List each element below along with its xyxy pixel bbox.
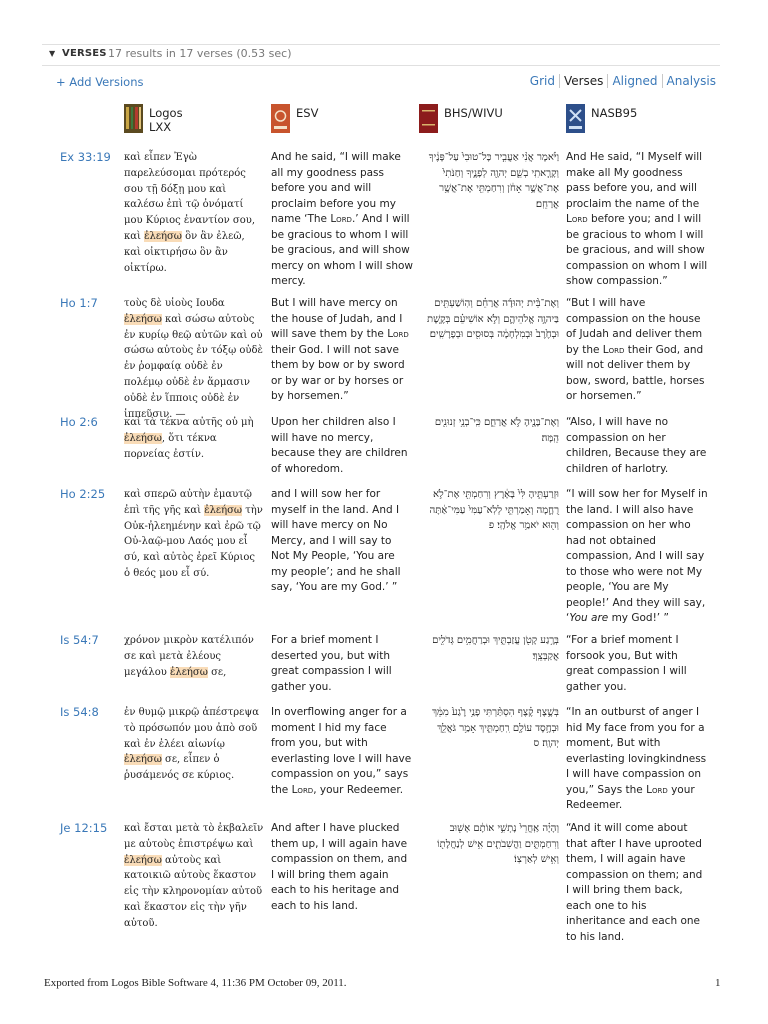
nasb-verse-cell — [566, 487, 708, 627]
nasb-verse-cell — [566, 705, 708, 814]
highlighted-search-term: ἐλεήσω — [204, 504, 243, 516]
divine-name: Lord — [602, 343, 625, 356]
verse-text-segment: ὃν ἂν ἐλεῶ, καὶ οἰκτιρήσω ὃν ἂν οἰκτίρω. — [124, 230, 245, 274]
bhs-verse-cell: וְאֶת־בָּנֶ֖יהָ לֹ֣א אֲרַחֵ֑ם כִּֽי־בְנֵ֥י זְנוּנִ֖ים הֵֽמָּה׃ — [434, 417, 559, 444]
view-tabs — [526, 74, 720, 88]
lxx-verse-cell — [124, 633, 264, 680]
lxx-verse-cell — [124, 821, 264, 932]
bhs-verse-cell: וְהָיָ֗ה אַֽחֲרֵי֙ נָתְשִׁ֣י אוֹתָ֔ם אָשׁ֖וּב וְרִחַמְתִּ֑ים וַהֲשִׁבֹתִ֛ים אִ֥ישׁ לְנַחֲלָת֖וֹ וְאִ֥ישׁ לְאַרְצֽוֹ׃ — [437, 823, 559, 866]
esv-verse-cell — [271, 633, 413, 695]
italic-text: You are — [569, 612, 609, 624]
results-summary: 17 results in 17 verses (0.53 sec) — [108, 47, 292, 60]
lxx-verse-cell — [124, 150, 264, 276]
verse-reference-link[interactable]: Ex 33:19 — [60, 150, 111, 164]
verse-text-segment: But I will have mercy on the house of Judah, and I will save them by the — [271, 297, 403, 340]
bhs-verse-cell: וְאֶת־בֵּ֨ית יְהוּדָ֜ה אֲרַחֵ֗ם וְהֽוֹשַׁעְתִּ֖ים בַּיהוָ֣ה אֱלֹהֵיהֶ֑ם וְלֹ֣א אוֹשִׁיעֵ֗ם בְּקֶ֤שֶׁת וּבְחֶ֙רֶב֙ וּבְמִלְחָמָ֔ה בְּסוּסִ֖ים וּבְפָרָשִֽׁים׃ — [426, 298, 559, 341]
book-cover-icon — [419, 104, 438, 133]
highlighted-search-term: ἐλεήσω — [124, 854, 162, 866]
collapse-triangle-icon[interactable]: ▼ — [49, 49, 56, 58]
tab-verses[interactable]: Verses — [563, 74, 604, 88]
esv-verse-cell — [271, 487, 413, 596]
verse-reference-link[interactable]: Je 12:15 — [60, 821, 108, 835]
verse-text-segment: .’ And I will be gracious to whom I will be gracious, and will show mercy on whom I will show mercy. — [271, 213, 413, 287]
verse-text-segment: And he said, “I will make all my goodness pass before you and will proclaim before you my name ‘The — [271, 151, 401, 225]
nasb-verse-cell — [566, 415, 708, 477]
esv-verse-cell — [271, 821, 413, 914]
verse-text-segment: σε, — [207, 666, 227, 678]
nasb-verse-cell — [566, 296, 708, 405]
highlighted-search-term: ἐλεήσω — [170, 666, 208, 678]
verse-text-segment: For a brief moment I deserted you, but with great compassion I will gather you. — [271, 634, 392, 693]
divine-name: Lord — [387, 328, 409, 340]
bhs-verse-cell: וַיֹּ֗אמֶר אֲנִ֨י אַעֲבִ֤יר כָּל־טוּבִי֙ עַל־פָּנֶ֔יךָ וְקָרָ֧אתִֽי בְשֵׁ֛ם יְהוָ֖ה לְפָנֶ֑יךָ וְחַנֹּתִי֙ אֶת־אֲשֶׁ֣ר אָחֹ֔ן וְרִחַמְתִּ֖י אֶת־אֲשֶׁ֥ר אֲרַחֵֽם׃ — [428, 152, 559, 210]
verse-text-segment: , ὅτι τέκνα πορνείας ἐστίν. — [124, 432, 217, 460]
esv-verse-cell — [271, 705, 413, 798]
book-cover-icon — [124, 104, 143, 133]
divine-name: Lord — [291, 783, 314, 796]
verse-text-segment: σε, εἶπεν ὁ ῥυσάμενός σε κύριος. — [124, 754, 235, 782]
verse-text-segment: καὶ ἔσται μετὰ τὸ ἐκβαλεῖν με αὐτοὺς ἐπιστρέψω καὶ — [124, 823, 264, 850]
divine-name: Lord — [646, 783, 668, 796]
highlighted-search-term: ἐλεήσω — [124, 432, 162, 444]
verse-text-segment: In overflowing anger for a moment I hid my face from you, but with everlasting love I will have compassion on you,” says the — [271, 706, 412, 796]
verse-text-segment: καὶ σώσω αὐτοὺς ἐν κυρίῳ θεῷ αὐτῶν καὶ οὐ σώσω αὐτοὺς ἐν τόξῳ οὐδὲ ἐν ῥομφαίᾳ οὐδὲ ἐν πολέμῳ οὐδὲ ἐν ἅρμασιν οὐδὲ ἐν ἵπποις οὐδὲ ἐν ἱππεῦσιν. — — [124, 313, 263, 420]
verse-text-segment: “For a brief moment I forsook you, But with great compassion I will gather you. — [566, 634, 687, 693]
verse-text-segment: your Redeemer. — [566, 783, 695, 811]
highlighted-search-term: ἐλεήσω — [124, 313, 162, 325]
book-cover-icon — [566, 104, 585, 133]
column-label: Logos LXX — [149, 106, 183, 134]
verse-text-segment: καὶ εἶπεν Ἐγὼ παρελεύσομαι πρότερός σου τῇ δόξῃ μου καὶ καλέσω ἐπὶ τῷ ὀνόματί μου Κύριος ἐναντίον σου, καὶ — [124, 152, 256, 242]
divine-name: Lord — [330, 213, 352, 225]
verse-reference-link[interactable]: Ho 2:25 — [60, 487, 106, 501]
verse-text-segment: “Also, I will have no compassion on her children, Because they are children of harlotry. — [566, 416, 707, 475]
esv-verse-cell — [271, 415, 413, 477]
page-number: 1 — [715, 977, 721, 989]
verse-text-segment: and I will sow her for myself in the land. And I will have mercy on No Mercy, and I will say to Not My People, ‘You are my people’; and he shall say, ‘You are my God.’ ” — [271, 488, 401, 593]
verse-text-segment: καὶ σπερῶ αὐτὴν ἐμαυτῷ ἐπὶ τῆς γῆς καὶ — [124, 489, 252, 516]
tab-aligned[interactable]: Aligned — [612, 74, 658, 88]
verse-text-segment: their God, and will not deliver them by bow, sword, battle, horses or horsemen.” — [566, 343, 705, 402]
bhs-verse-cell: בְּשֶׁ֣צֶף קֶ֗צֶף הִסְתַּ֨רְתִּי פָנַ֥י רֶ֙גַע֙ מִמֵּ֔ךְ וּבְחֶ֥סֶד עוֹלָ֖ם רִֽחַמְתִּ֑יךְ אָמַ֥ר גֹּאֲלֵ֖ךְ יְהוָֽה׃ ס — [432, 707, 559, 750]
lxx-verse-cell — [124, 415, 264, 462]
verse-text-segment: “In an outburst of anger I hid My face from you for a moment, But with everlasting lovingkindness I will have compassion on you,” Says the — [566, 706, 707, 796]
add-versions-link[interactable]: + Add Versions — [56, 75, 144, 89]
verse-text-segment: “But I will have compassion on the house of Judah and deliver them by the — [566, 297, 703, 356]
book-cover-icon — [271, 104, 290, 133]
column-label: ESV — [296, 106, 319, 120]
column-label: NASB95 — [591, 106, 638, 120]
lxx-verse-cell — [124, 296, 264, 422]
verses-section-header[interactable] — [42, 44, 720, 66]
verse-text-segment: before you; and I will be gracious to whom I will be gracious, and will show compassion on whom I will show compassion.” — [566, 213, 708, 287]
verse-text-segment: ἐν θυμῷ μικρῷ ἀπέστρεψα τὸ πρόσωπόν μου ἀπὸ σοῦ καὶ ἐν ἐλέει αἰωνίῳ — [124, 707, 259, 750]
verse-reference-link[interactable]: Ho 2:6 — [60, 415, 98, 429]
verses-label: VERSES — [62, 48, 107, 59]
lxx-verse-cell — [124, 487, 264, 582]
esv-verse-cell — [271, 150, 413, 290]
verse-text-segment: And after I have plucked them up, I will again have compassion on them, and I will bring them again each to his heritage and each to his land. — [271, 822, 408, 912]
lxx-verse-cell — [124, 705, 264, 784]
bhs-verse-cell: בְּרֶ֥גַע קָטֹ֖ן עֲזַבְתִּ֑יךְ וּבְרַחֲמִ֥ים גְּדֹלִ֖ים אֲקַבְּצֵֽךְ׃ — [432, 635, 559, 662]
verse-text-segment: “I will sow her for Myself in the land. I will also have compassion on her who had not obtained compassion, And I will say to those who were not My people, ‘You are My people!’ And they will say, ‘ — [566, 488, 708, 624]
verse-text-segment: , your Redeemer. — [313, 783, 404, 796]
highlighted-search-term: ἐλεήσω — [124, 754, 162, 766]
verse-text-segment: τὴν Οὐκ-ἠλεημένην καὶ ἐρῶ τῷ Οὐ-λαῷ-μου Λαός μου εἶ σύ, καὶ αὐτὸς ἐρεῖ Κύριος ὁ θεός μου εἶ σύ. — [124, 504, 263, 579]
nasb-verse-cell — [566, 150, 708, 290]
tab-analysis[interactable]: Analysis — [666, 74, 716, 88]
export-footer: Exported from Logos Bible Software 4, 11:36 PM October 09, 2011. — [44, 977, 347, 989]
verse-text-segment: χρόνον μικρὸν κατέλιπόν σε καὶ μετὰ ἐλέους μεγάλου — [124, 635, 254, 678]
verse-text-segment: And He said, “I Myself will make all My goodness pass before you, and will proclaim the name of the — [566, 151, 703, 210]
verse-reference-link[interactable]: Is 54:7 — [60, 633, 99, 647]
verse-text-segment: “And it will come about that after I have uprooted them, I will again have compassion on them; and I will bring them back, each one to his inheritance and each one to his land. — [566, 822, 703, 943]
verse-text-segment: αὐτοὺς καὶ κατοικιῶ αὐτοὺς ἕκαστον εἰς τὴν κληρονομίαν αὐτοῦ καὶ ἕκαστον εἰς τὴν γῆν αὐτοῦ. — [124, 854, 263, 929]
divine-name: Lord — [566, 213, 588, 225]
verse-reference-link[interactable]: Ho 1:7 — [60, 296, 98, 310]
nasb-verse-cell — [566, 821, 708, 945]
column-label: BHS/WIVU — [444, 106, 503, 120]
verse-text-segment: their God. I will not save them by bow or by sword or by war or by horses or by horsemen.” — [271, 343, 405, 402]
verse-text-segment: τοὺς δὲ υἱοὺς Ιουδα — [124, 298, 225, 309]
highlighted-search-term: ἐλεήσω — [144, 230, 182, 242]
verse-reference-link[interactable]: Is 54:8 — [60, 705, 99, 719]
nasb-verse-cell — [566, 633, 708, 695]
tab-grid[interactable]: Grid — [529, 74, 555, 88]
esv-verse-cell — [271, 296, 413, 405]
verse-text-segment: Upon her children also I will have no mercy, because they are children of whoredom. — [271, 416, 408, 475]
verse-text-segment: καὶ τὰ τέκνα αὐτῆς οὐ μὴ — [124, 417, 254, 428]
verse-text-segment: my God!’ ” — [608, 612, 669, 624]
bhs-verse-cell: וּזְרַעְתִּ֤יהָ לִּי֙ בָּאָ֔רֶץ וְרִחַמְתִּ֖י אֶת־לֹ֣א רֻחָ֑מָה וְאָמַרְתִּ֤י לְלֹֽא־עַמִּי֙ עַמִּי־אַ֔תָּה וְה֖וּא יֹאמַ֥ר אֱלֹהָֽי׃ פ — [429, 489, 559, 532]
